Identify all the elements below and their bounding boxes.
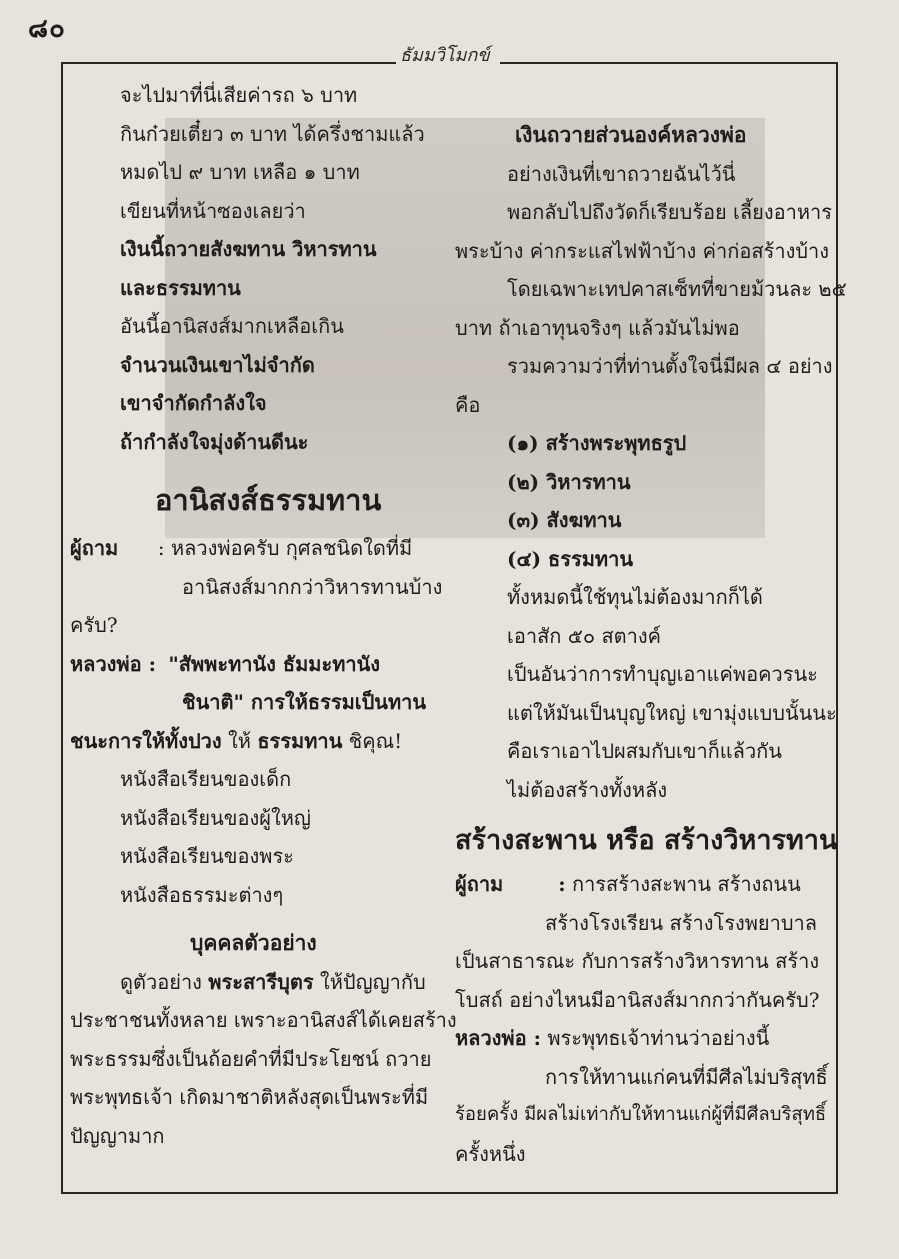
speaker-label: หลวงพ่อ : <box>455 1026 541 1050</box>
text-line: ประชาชนทั้งหลาย เพราะอานิสงส์ได้เคยสร้าง <box>70 1008 457 1032</box>
list-item: หนังสือเรียนของเด็ก <box>120 767 292 791</box>
page-number: ๘๐ <box>28 14 66 44</box>
text-line: อานิสงส์มากกว่าวิหารทานบ้าง <box>182 574 443 599</box>
text-span: ชิคุณ! <box>342 728 403 753</box>
text-line: เป็นอันว่าการทำบุญเอาแค่พอควรนะ <box>507 662 818 686</box>
text-line: ปัญญามาก <box>70 1123 165 1148</box>
quote-span: "สัพพะทานัง ธัมมะทานัง <box>168 651 381 676</box>
text-line: ไม่ต้องสร้างทั้งหลัง <box>507 777 668 802</box>
text-line: แต่ให้มันเป็นบุญใหญ่ เขามุ่งแบบนั้นนะ <box>507 700 837 725</box>
text-line: คือ <box>455 392 481 417</box>
text-line: เป็นสาธารณะ กับการสร้างวิหารทาน สร้าง <box>455 949 820 973</box>
text-line: พระบ้าง ค่ากระแสไฟฟ้าบ้าง ค่าก่อสร้างบ้าง <box>455 238 830 263</box>
text-line: รวมความว่าที่ท่านตั้งใจนี่มีผล ๔ อย่าง <box>507 354 833 378</box>
left-column <box>70 76 457 1155</box>
text-line: ครั้งหนึ่ง <box>455 1141 526 1166</box>
qa-question-line <box>455 865 830 904</box>
section-heading-anisong: อานิสงส์ธรรมทาน <box>155 483 382 517</box>
bold-span: ธรรมทาน <box>257 728 343 753</box>
list-item: (๑) สร้างพระพุทธรูป <box>507 431 687 455</box>
list-item: หนังสือธรรมะต่างๆ <box>120 882 284 907</box>
text-span: การสร้างสะพาน สร้างถนน <box>571 872 801 896</box>
bold-line: จำนวนเงินเขาไม่จำกัด <box>120 352 315 377</box>
speaker-colon: : <box>558 872 566 896</box>
bold-line: ถ้ากำลังใจมุ่งด้านดีนะ <box>120 429 309 454</box>
quote-line <box>70 722 440 761</box>
speaker-label: ผู้ถาม <box>455 872 504 896</box>
text-line: พอกลับไปถึงวัดก็เรียบร้อย เลี้ยงอาหาร <box>507 200 833 224</box>
running-head: ธัมมวิโมกข์ <box>400 45 490 66</box>
text-line <box>70 963 440 1002</box>
text-line: ทั้งหมดนี้ใช้ทุนไม่ต้องมากก็ได้ <box>507 585 763 609</box>
qa-question-line <box>70 529 440 568</box>
text-line: โดยเฉพาะเทปคาสเซ็ทที่ขายม้วนละ ๒๕ <box>507 277 847 301</box>
bold-line: เงินนี้ถวายสังฆทาน วิหารทาน <box>120 237 377 261</box>
section-heading-person: บุคคลตัวอย่าง <box>190 930 317 955</box>
bold-span: พระสารีบุตร <box>208 969 314 994</box>
text-line: พระพุทธเจ้า เกิดมาชาติหลังสุดเป็นพระที่มี <box>70 1085 429 1109</box>
text-line: คือเราเอาไปผสมกับเขาก็แล้วกัน <box>507 739 782 763</box>
speaker-label: หลวงพ่อ : <box>70 651 156 676</box>
section-heading-money: เงินถวายส่วนองค์หลวงพ่อ <box>515 122 747 147</box>
list-item: หนังสือเรียนของผู้ใหญ่ <box>120 805 311 830</box>
text-line: เขียนที่หน้าซองเลยว่า <box>120 198 306 223</box>
text-line: เอาสัก ๕๐ สตางค์ <box>507 623 662 648</box>
text-line: พระธรรมซึ่งเป็นถ้อยคำที่มีประโยชน์ ถวาย <box>70 1046 432 1071</box>
text-line: หมดไป ๙ บาท เหลือ ๑ บาท <box>120 160 360 184</box>
list-item: (๓) สังฆทาน <box>507 508 622 532</box>
speaker-colon: : <box>157 536 165 560</box>
right-column <box>455 116 847 1173</box>
list-item: หนังสือเรียนของพระ <box>120 844 294 868</box>
qa-answer-line <box>455 1019 830 1058</box>
section-heading-bridge: สร้างสะพาน หรือ สร้างวิหารทาน <box>455 825 838 856</box>
quote-line: ชินาติ" การให้ธรรมเป็นทาน <box>182 690 427 714</box>
text-span: ให้ <box>221 728 258 753</box>
text-span: ให้ปัญญากับ <box>313 969 426 994</box>
qa-answer-line <box>70 645 440 684</box>
text-line: จะไปมาที่นี่เสียค่ารถ ๖ บาท <box>120 83 358 107</box>
text-line: บาท ถ้าเอาทุนจริงๆ แล้วมันไม่พอ <box>455 315 740 340</box>
bold-span: ชนะการให้ทั้งปวง <box>70 728 222 753</box>
text-line: อย่างเงินที่เขาถวายฉันไว้นี่ <box>507 161 736 186</box>
text-line: สร้างโรงเรียน สร้างโรงพยาบาล <box>545 910 818 935</box>
frame-top-rule-left <box>61 62 396 64</box>
text-line: การให้ทานแก่คนที่มีศีลไม่บริสุทธิ์ <box>545 1064 828 1089</box>
text-line: อันนี้อานิสงส์มากเหลือเกิน <box>120 314 344 338</box>
text-span: หลวงพ่อครับ กุศลชนิดใดที่มี <box>170 536 413 560</box>
frame-top-rule-right <box>500 62 836 64</box>
text-span: ดูตัวอย่าง <box>120 969 209 994</box>
text-line: โบสถ์ อย่างไหนมีอานิสงส์มากกว่ากันครับ? <box>455 987 820 1012</box>
speaker-label: ผู้ถาม <box>70 536 119 560</box>
text-line: กินก๋วยเตี๋ยว ๓ บาท ได้ครึ่งชามแล้ว <box>120 121 425 146</box>
text-line: ร้อยครั้ง มีผลไม่เท่ากับให้ทานแก่ผู้ที่มีศีลบริสุทธิ์ <box>455 1104 827 1125</box>
bold-line: และธรรมทาน <box>120 275 241 300</box>
list-item: (๒) วิหารทาน <box>507 469 631 494</box>
text-line: ครับ? <box>70 613 118 637</box>
list-item: (๔) ธรรมทาน <box>507 546 633 571</box>
text-span: พระพุทธเจ้าท่านว่าอย่างนี้ <box>547 1026 770 1050</box>
bold-line: เขาจำกัดกำลังใจ <box>120 391 267 415</box>
